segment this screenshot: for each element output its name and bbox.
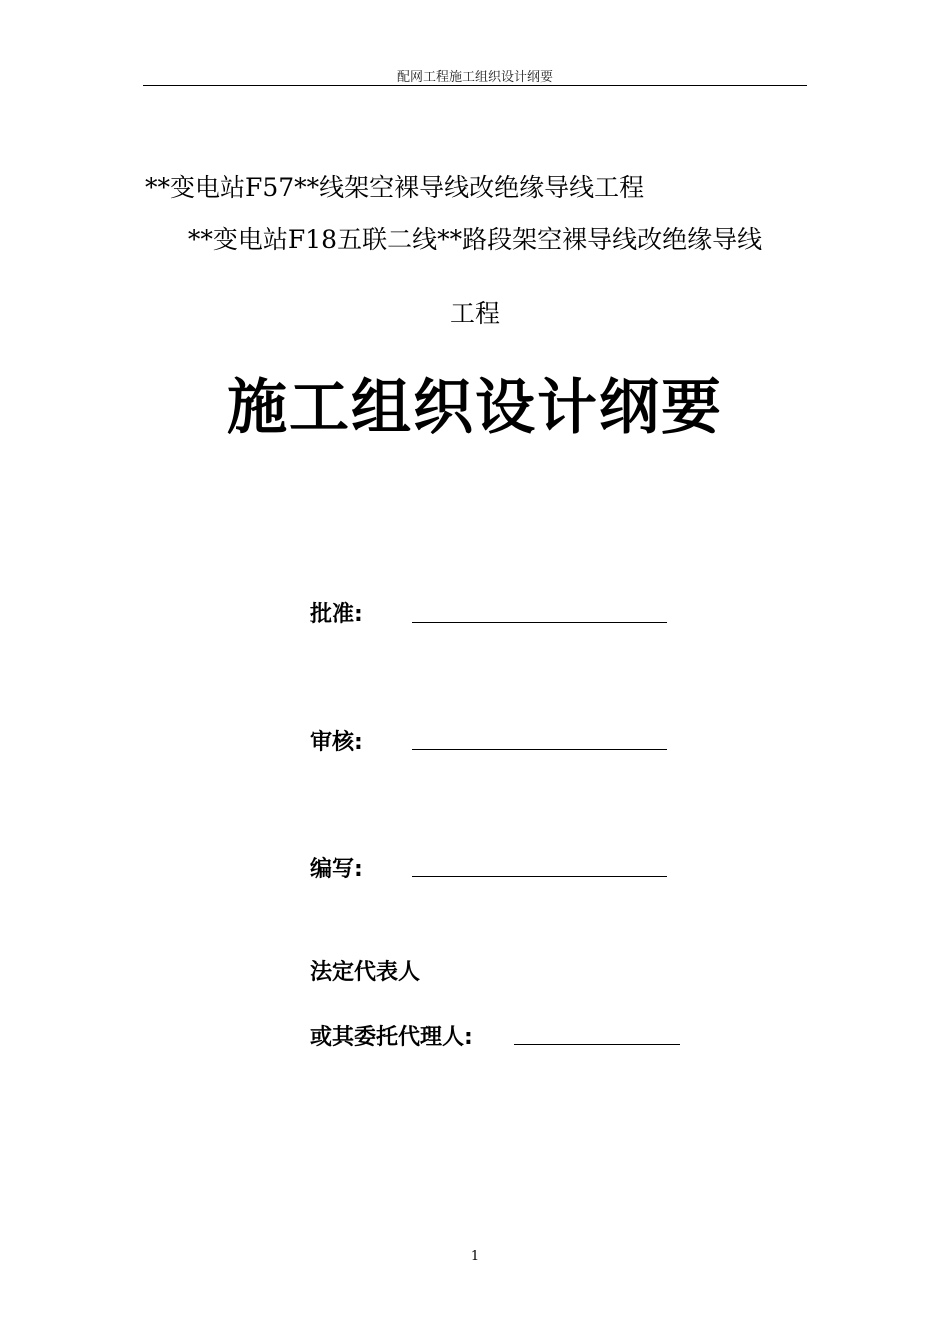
legal-representative-label: 法定代表人: [310, 960, 421, 985]
authorized-agent-signature-line: [514, 1044, 680, 1045]
project-title-line-3: 工程: [449, 299, 500, 328]
approve-signature-line: [412, 622, 667, 623]
header-rule: [143, 85, 807, 86]
document-main-title: 施工组织设计纲要: [227, 373, 723, 443]
project-title-line-1: **变电站F57**线架空裸导线改绝缘导线工程: [145, 173, 645, 202]
running-header: 配网工程施工组织设计纲要: [396, 70, 553, 85]
project-title-line-2: **变电站F18五联二线**路段架空裸导线改绝缘导线: [187, 225, 763, 254]
page-number: 1: [470, 1249, 480, 1264]
authorized-agent-label: 或其委托代理人:: [310, 1025, 473, 1050]
approve-label: 批准:: [310, 602, 363, 627]
compile-label: 编写:: [310, 857, 363, 882]
review-label: 审核:: [310, 730, 363, 755]
review-signature-line: [412, 749, 667, 750]
compile-signature-line: [412, 876, 667, 877]
